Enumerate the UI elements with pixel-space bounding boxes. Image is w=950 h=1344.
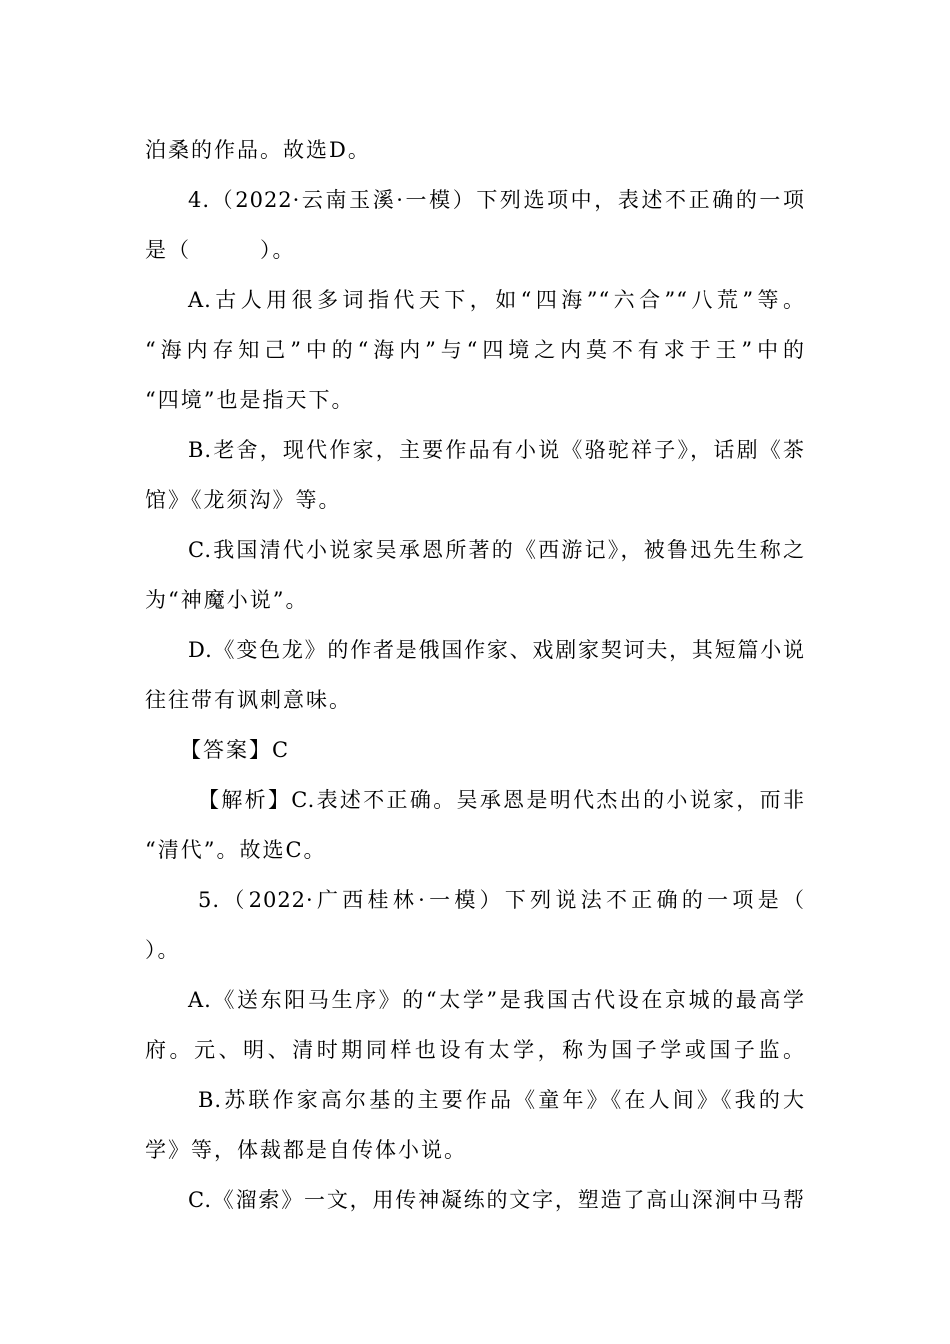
question-4-stem-end: 是（ ）。 <box>145 238 296 262</box>
q5-option-a-cont: 府。元、明、清时期同样也设有太学，称为国子学或国子监。 <box>145 1038 805 1062</box>
option-d: D.《变色龙》的作者是俄国作家、戏剧家契诃夫，其短篇小说 <box>188 638 805 662</box>
option-c-end: 为“神魔小说”。 <box>145 588 309 612</box>
option-d-end: 往往带有讽刺意味。 <box>145 688 352 712</box>
q5-option-a: A.《送东阳马生序》的“太学”是我国古代设在京城的最高学 <box>188 988 805 1012</box>
option-a-cont: “海内存知己”中的“海内”与“四境之内莫不有求于王”中的 <box>145 338 805 362</box>
question-5-stem-end: ）。 <box>145 938 181 962</box>
option-c: C.我国清代小说家吴承恩所著的《西游记》，被鲁迅先生称之 <box>188 538 805 562</box>
option-a-end: “四境”也是指天下。 <box>145 388 355 412</box>
q5-option-b-end: 学》等，体裁都是自传体小说。 <box>145 1138 467 1162</box>
option-b-end: 馆》《龙须沟》等。 <box>145 488 342 512</box>
answer-line: 【答案】C <box>180 738 291 762</box>
question-5-stem: 5.（2022·广西桂林·一模）下列说法不正确的一项是（ <box>198 888 805 912</box>
q5-option-c: C.《溜索》一文，用传神凝练的文字，塑造了高山深涧中马帮 <box>188 1188 805 1212</box>
option-a: A.古人用很多词指代天下，如“四海”“六合”“八荒”等。 <box>188 288 805 312</box>
analysis-end: “清代”。故选C。 <box>145 838 327 862</box>
question-4-stem: 4.（2022·云南玉溪·一模）下列选项中，表述不正确的一项 <box>188 188 805 212</box>
analysis-line: 【解析】C.表述不正确。吴承恩是明代杰出的小说家，而非 <box>198 788 805 812</box>
q5-option-b: B.苏联作家高尔基的主要作品《童年》《在人间》《我的大 <box>198 1088 805 1112</box>
option-b: B.老舍，现代作家，主要作品有小说《骆驼祥子》，话剧《茶 <box>188 438 805 462</box>
text-line: 泊桑的作品。故选D。 <box>145 138 371 162</box>
